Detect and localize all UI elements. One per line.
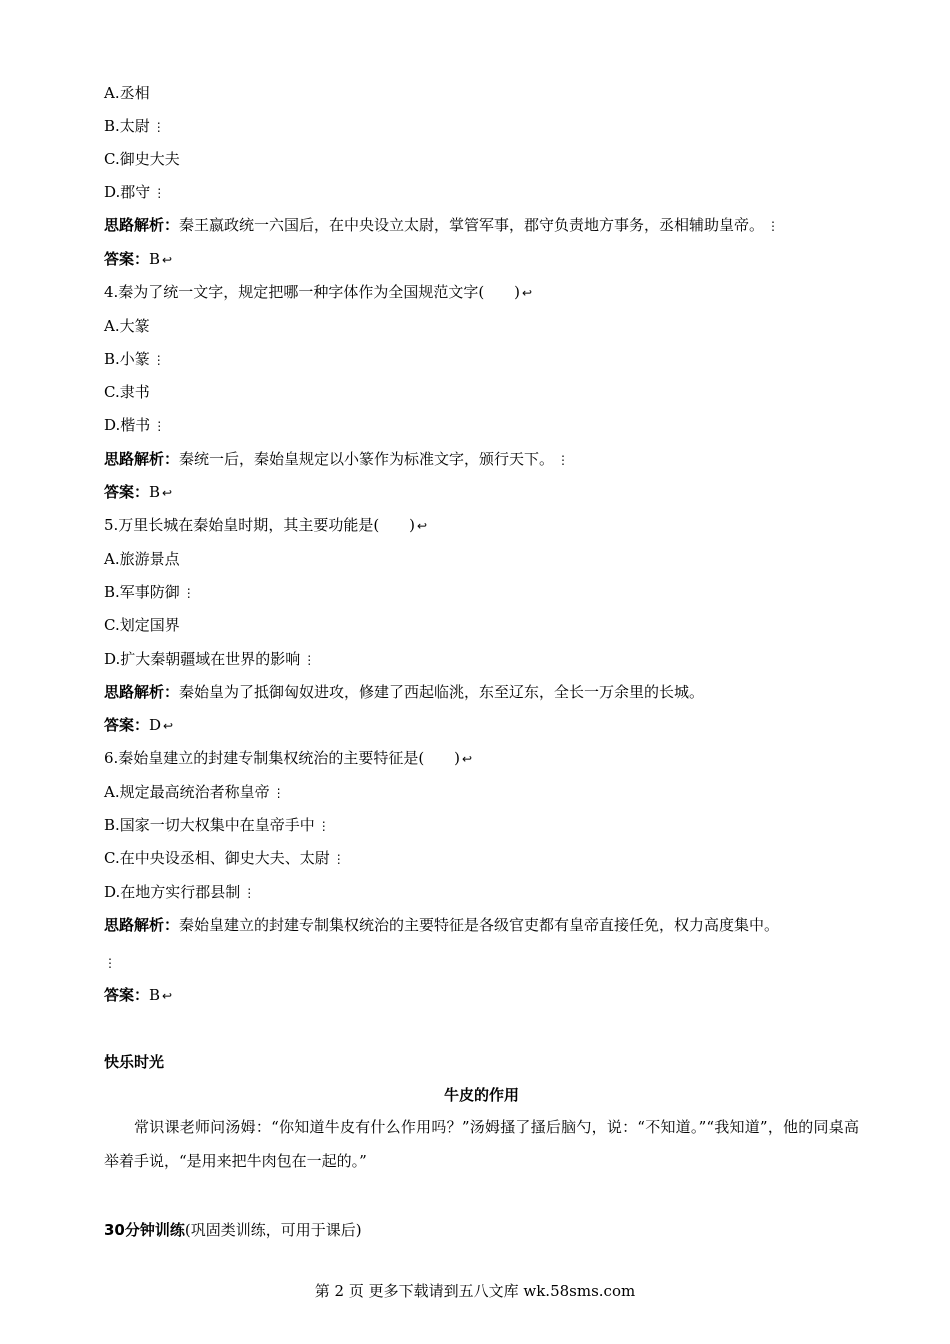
story-body: 常识课老师问汤姆：“你知道牛皮有什么作用吗？”汤姆搔了搔后脑勺，说：“不知道。”“我知道”，他的同桌高举着手说，“是用来把牛肉包在一起的。” <box>104 1118 859 1170</box>
q5-option-b: B.军事防御 ⋮ <box>104 583 195 601</box>
q6-analysis-continuation: ⋮ <box>104 956 116 970</box>
q4-stem: 4.秦为了统一文字，规定把哪一种字体作为全国规范文字( ) ↩ <box>104 283 533 301</box>
q6-answer: 答案：B ↩ <box>104 986 173 1004</box>
story-title: 牛皮的作用 <box>443 1086 519 1104</box>
q3-option-b: B.太尉 ⋮ <box>104 117 165 135</box>
q5-option-a: A.旅游景点 <box>104 550 180 568</box>
page-footer: 第 2 页 更多下载请到五八文库 wk.58sms.com <box>314 1282 636 1300</box>
q3-option-a: A.丞相 <box>104 84 150 102</box>
q5-analysis: 思路解析：秦始皇为了抵御匈奴进攻，修建了西起临洮，东至辽东，全长一万余里的长城。 <box>104 683 705 701</box>
q5-stem: 5.万里长城在秦始皇时期，其主要功能是( ) ↩ <box>104 516 428 534</box>
q4-option-a: A.大篆 <box>104 317 150 335</box>
q4-option-c: C.隶书 <box>104 383 150 401</box>
q6-option-b: B.国家一切大权集中在皇帝手中 ⋮ <box>104 816 330 834</box>
q3-option-d: D.郡守 ⋮ <box>104 183 166 201</box>
q6-option-d: D.在地方实行郡县制 ⋮ <box>104 883 256 901</box>
q6-option-c: C.在中央设丞相、御史大夫、太尉 ⋮ <box>104 849 345 867</box>
q4-option-b: B.小篆 ⋮ <box>104 350 165 368</box>
happy-time-heading: 快乐时光 <box>104 1053 165 1071</box>
q4-option-d: D.楷书 ⋮ <box>104 416 166 434</box>
q5-answer: 答案：D ↩ <box>104 716 174 734</box>
q4-answer: 答案：B ↩ <box>104 483 173 501</box>
q3-analysis: 思路解析：秦王嬴政统一六国后，在中央设立太尉，掌管军事，郡守负责地方事务，丞相辅助皇帝。 ⋮ <box>104 216 780 234</box>
q3-option-c: C.御史大夫 <box>104 150 180 168</box>
q4-analysis: 思路解析：秦统一后，秦始皇规定以小篆作为标准文字，颁行天下。 ⋮ <box>104 450 570 468</box>
q6-analysis: 思路解析：秦始皇建立的封建专制集权统治的主要特征是各级官吏都有皇帝直接任免，权力高度集中。 <box>104 916 780 934</box>
q6-stem: 6.秦始皇建立的封建专制集权统治的主要特征是( ) ↩ <box>104 749 473 767</box>
q5-option-d: D.扩大秦朝疆域在世界的影响 ⋮ <box>104 650 316 668</box>
training-heading: 30分钟训练(巩固类训练，可用于课后) <box>104 1221 362 1239</box>
q6-option-a: A.规定最高统治者称皇帝 ⋮ <box>104 783 285 801</box>
q5-option-c: C.划定国界 <box>104 616 180 634</box>
q3-answer: 答案：B ↩ <box>104 250 173 268</box>
